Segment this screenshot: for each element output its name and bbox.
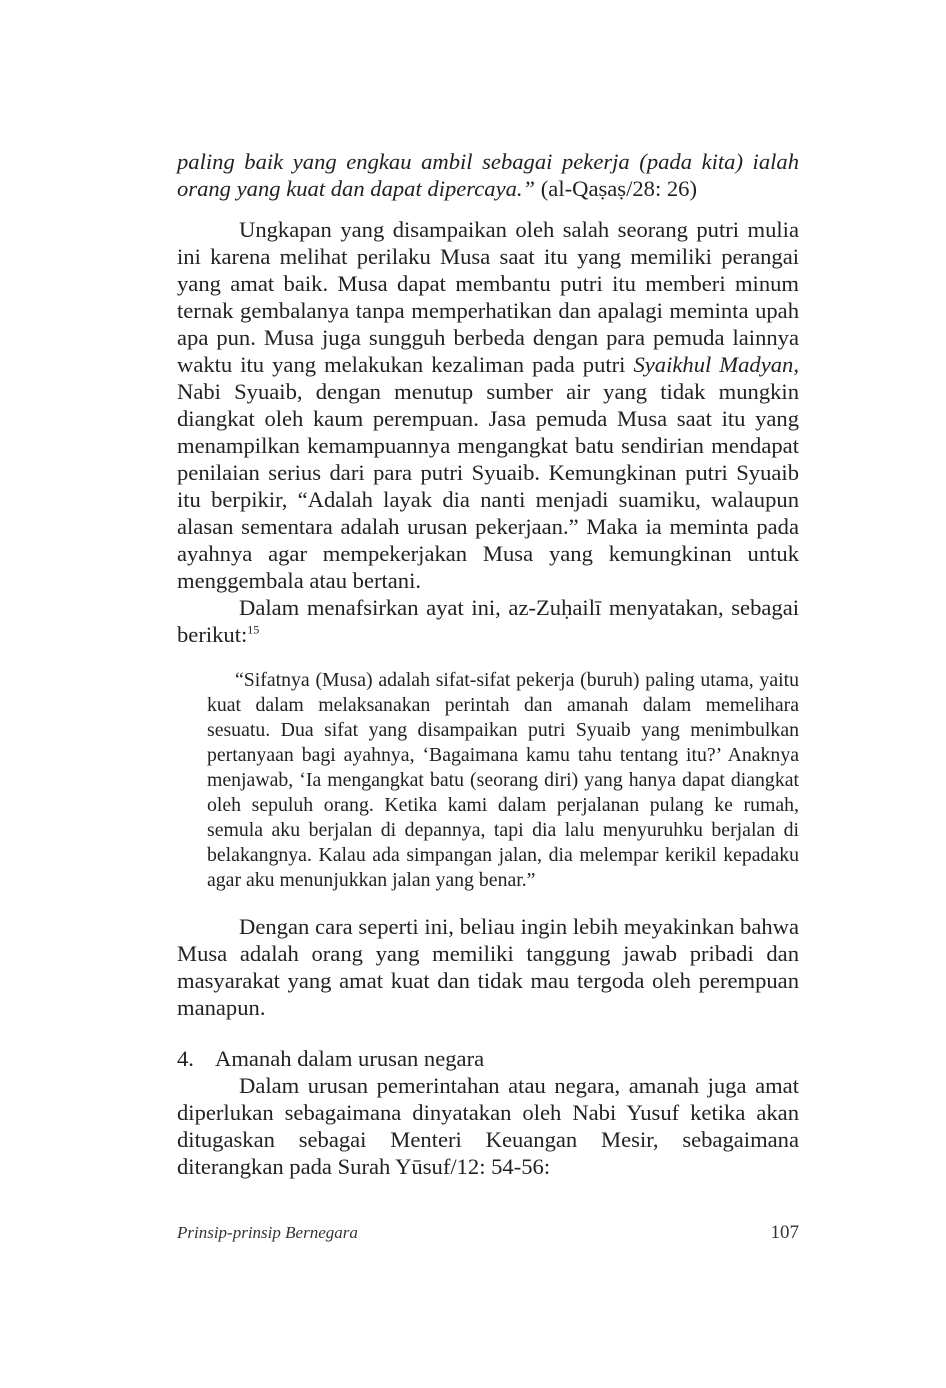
body-text xyxy=(177,148,799,1180)
paragraph-3: Dengan cara seperti ini, beliau ingin lebih meyakinkan bahwa Musa adalah orang yang memiliki tanggung jawab pribadi dan masyarakat yang amat kuat dan tidak mau tergoda oleh perempuan manapun. xyxy=(177,914,799,1020)
paragraph-1-rest: , Nabi Syuaib, dengan menutup sumber air yang tidak mungkin diangkat oleh kaum perempuan. Jasa pemuda Musa saat itu yang menampilkan kemampuannya mengangkat batu sendirian mendapat penilaian serius dari para putri Syuaib. Kemungkinan putri Syuaib itu berpikir, “Adalah layak dia nanti menjadi suamiku, walaupun alasan sementara adalah urusan pekerjaan.” Maka ia meminta pada ayahnya agar mempekerjakan Musa yang kemungkinan untuk menggembala atau bertani. xyxy=(177,352,800,593)
quote-continuation xyxy=(177,148,799,202)
syaikhul-madyan-term: Syaikhul Madyan xyxy=(633,352,794,377)
paragraph-1 xyxy=(177,216,799,594)
list-heading xyxy=(177,1045,799,1072)
running-title: Prinsip-prinsip Bernegara xyxy=(177,1223,358,1242)
paragraph-1-text: Ungkapan yang disampaikan oleh salah seorang putri mulia ini karena melihat perilaku Musa saat itu yang memiliki perangai yang amat baik. Musa dapat membantu putri itu memberi minum ternak gembalanya tanpa memperhatikan dan apalagi meminta upah apa pun. Musa juga sungguh berbeda dengan para pemuda lainnya waktu itu yang melakukan kezaliman pada putri xyxy=(177,217,799,377)
quote-italic-text: paling baik yang engkau ambil sebagai pekerja (pada kita) ialah orang yang kuat dan dapat dipercaya.” xyxy=(177,149,799,201)
footnote-ref: 15 xyxy=(247,622,260,637)
page-number: 107 xyxy=(770,1222,799,1243)
page-footer xyxy=(177,1222,799,1244)
paragraph-2-text: Dalam menafsirkan ayat ini, az-Zuḥailī menyatakan, sebagai berikut: xyxy=(177,595,799,647)
block-quote-text: “Sifatnya (Musa) adalah sifat-sifat pekerja (buruh) paling utama, yaitu kuat dalam melaksanakan perintah dan amanah dalam memelihara sesuatu. Dua sifat yang disampaikan putri Syuaib yang menimbulkan pertanyaan bagi ayahnya, ‘Bagaimana kamu tahu tentang itu?’ Anaknya menjawab, ‘Ia mengangkat batu (seorang diri) yang hanya dapat diangkat oleh sepuluh orang. Ketika kami dalam perjalanan pulang ke rumah, semula aku berjalan di depannya, tapi dia lalu menyuruhku berjalan di belakangnya. Kalau ada simpangan jalan, dia melempar kerikil kepadaku agar aku menunjukkan jalan yang benar.” xyxy=(207,669,799,891)
quote-source: (al-Qaṣaṣ/28: 26) xyxy=(535,176,697,201)
block-quote xyxy=(207,668,799,893)
list-title: Amanah dalam urusan negara xyxy=(215,1046,485,1071)
paragraph-4: Dalam urusan pemerintahan atau negara, amanah juga amat diperlukan sebagaimana dinyatakan oleh Nabi Yusuf ketika akan ditugaskan sebagai Menteri Keuangan Mesir, sebagaimana diterangkan pada Surah Yūsuf/12: 54-56: xyxy=(177,1073,799,1179)
paragraph-2 xyxy=(177,594,799,648)
list-number: 4. xyxy=(177,1046,194,1071)
